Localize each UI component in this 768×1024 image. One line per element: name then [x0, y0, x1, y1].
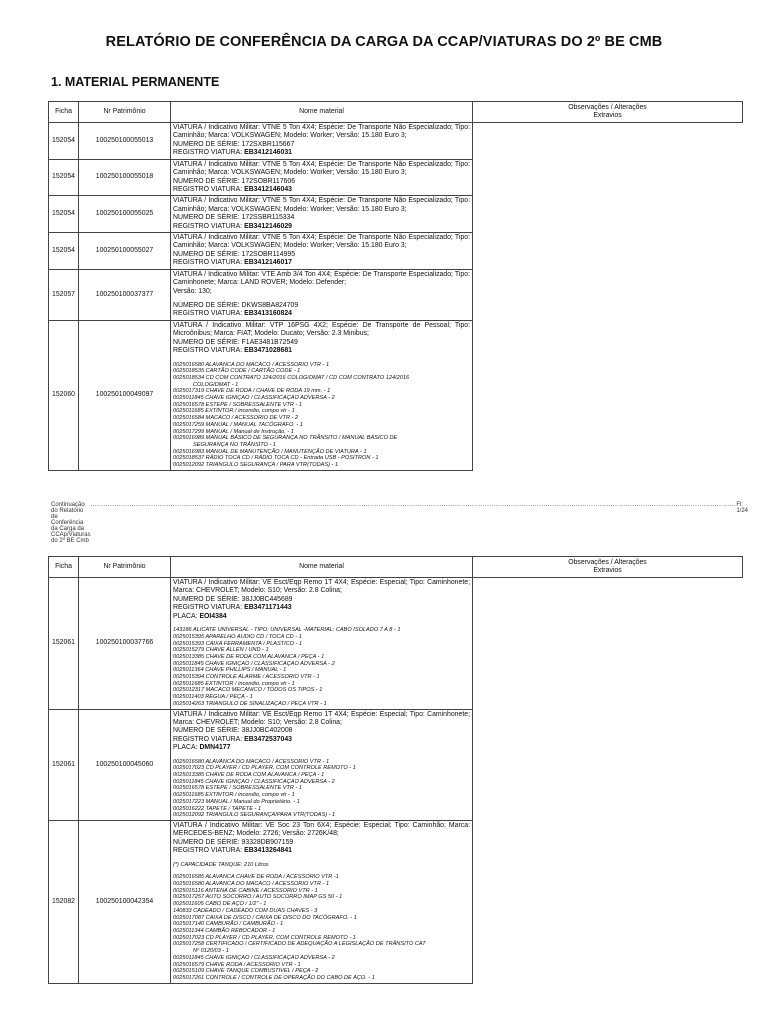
cell-ficha: 152057	[49, 269, 79, 320]
cell-ficha: 152054	[49, 196, 79, 233]
header-nome-material: Nome material	[171, 102, 473, 123]
header-obs-line2: Extravios	[593, 112, 622, 119]
item-line: 0025017299 MANUAL / Manual de Instrução. - 1	[173, 428, 294, 435]
header-patrimonio: Nr Patrimônio	[79, 102, 171, 123]
desc-line: VIATURA / Indicativo Militar: VE Esct/Eqp Remo 1T 4X4; Espécie: Especial; Tipo: Caminhonete; Marca: CHEVROLET; Modelo: S10; Versão: 2.8 Colina;	[173, 579, 470, 595]
item-line: 0025012317 MACACO MECANICO / TODOS OS TIPOS - 1	[173, 687, 323, 694]
header-observacoes	[473, 557, 743, 578]
footer-text: Continuação do Relatório de Conferência da Carga da CCAp/Viaturas do 2º BE Cmb	[51, 502, 91, 544]
item-line: 0025011685 EXTINTOR / incendio, compo vtr - 1	[173, 680, 295, 687]
item-line: 0025014263 TRIANGULO DE SINALIZAÇAO / PEÇA VTR - 1	[173, 700, 327, 707]
cell-nome-material	[171, 709, 473, 820]
registro-viatura	[173, 347, 470, 355]
item-line: 0025012092 TRIANGULO SEGURANÇA / PARA VTR(TODAS) - 1	[173, 462, 339, 469]
item-line: 0025011845 CHAVE IGNIÇAO / CLASSIFICAÇAO ADVERSA - 2	[173, 778, 335, 785]
cell-nome-material	[171, 578, 473, 710]
item-line: 0025016983 MANUAL DE MANUTENÇÃO / MANUTENÇÃO DE VIATURA - 1	[173, 448, 367, 455]
cell-patrimonio: 100250100037766	[79, 578, 171, 710]
header-ficha: Ficha	[49, 102, 79, 123]
item-line: 0025011845 CHAVE IGNIÇAO / CLASSIFICAÇAO ADVERSA - 2	[173, 395, 335, 402]
cell-ficha: 152054	[49, 123, 79, 160]
item-line: 0025017087 CAIXA DE DISCO / CAIXA DE DISCO DO TACÓGRAFO. - 1	[173, 914, 357, 921]
item-line: 0025016579 CHAVE RODA / ACESSORIO VTR - 1	[173, 961, 301, 968]
item-line: 140833 CADEADO / CADEADO COM DUAS CHAVES - 3	[173, 907, 318, 914]
item-line: 0025011685 EXTINTOR / incendio, compo vtr - 1	[173, 408, 295, 415]
item-line: SEGURANÇA NO TRÂNSITO - 1	[193, 441, 276, 448]
cell-ficha: 152054	[49, 233, 79, 270]
material-table-page-1	[48, 101, 743, 471]
registro-viatura-value: EB3412146031	[244, 149, 292, 157]
desc-line: Versão: 130;	[173, 287, 212, 295]
item-line: 0025016585 ALAVANCA CHAVE DE RODA / ACESSORIO VTR -1	[173, 874, 339, 881]
cell-ficha: 152054	[49, 159, 79, 196]
item-line: 0025018537 RÁDIO TOCA CD / RÁDIO TOCA CD - Entrada USB - POSITRON - 1	[173, 455, 379, 462]
desc-line: NUMERO DE SÉRIE: 172SXBR115667	[173, 140, 295, 148]
header-obs-line2: Extravios	[593, 567, 622, 574]
cell-patrimonio: 100250100055027	[79, 233, 171, 270]
item-line: 143186 ALICATE UNIVERSAL - TIPO: UNIVERSAL -MATERIAL: CABO ISOLADO 7 A 8 - 1	[173, 627, 401, 634]
item-line: 0025017319 CHAVE DE RODA / CHAVE DE RODA 19 mm. - 1	[173, 388, 331, 395]
registro-viatura-value: EB3471028681	[244, 347, 292, 355]
item-line: 0025017023 CD PLAYER / CD PLAYER, COM CONTROLE REMOTO - 1	[173, 934, 356, 941]
note: (*) CAPACIDADE TANQUE: 210 Litros	[173, 861, 269, 868]
cell-patrimonio: 100250100055013	[79, 123, 171, 160]
item-line: Nº 0120/03 - 1	[193, 948, 229, 955]
desc-line: VIATURA / Indicativo Militar: VTNE 5 Ton 4X4; Espécie: De Transporte Não Especializado; Tipo: Caminhão; Marca: VOLKSWAGEN; Modelo: Worker; Versão: 15.180 Euro 3;	[173, 197, 470, 213]
item-line: 0025011605 CABO DE AÇO / 1/2" - 1	[173, 901, 267, 908]
registro-viatura-value: EB3413160824	[244, 310, 292, 318]
cell-patrimonio: 100250100055018	[79, 159, 171, 196]
table-row	[49, 709, 743, 820]
registro-viatura	[173, 259, 470, 267]
registro-viatura-label: REGISTRO VIATURA:	[173, 222, 245, 230]
item-line: 0025013385 CHAVE DE RODA COM ALAVANCA / PEÇA - 1	[173, 653, 325, 660]
item-line: 0025018535 CARTÃO CODE / CARTÃO CODE - 1	[173, 368, 301, 375]
table-row	[49, 196, 743, 233]
footer-page-number: Fl: 1/24	[736, 502, 749, 514]
registro-viatura-label: REGISTRO VIATURA:	[173, 259, 245, 267]
desc-line: NUMERO DE SÉRIE: 172SSBR115334	[173, 214, 295, 222]
item-line: 0025015279 CHAVE ALLEN / UND - 1	[173, 647, 269, 654]
item-line: 0025011364 CHAVE PHILLIPS / MANUAL - 1	[173, 667, 287, 674]
item-line: 0025017257 AUTO SOCORRO / AUTO SOCORRO IMAP GS 50 - 1	[173, 894, 343, 901]
registro-viatura-label: REGISTRO VIATURA:	[173, 847, 245, 855]
desc-line: NÚMERO DE SÉRIE: DKWS8BA824709	[173, 302, 299, 310]
registro-viatura-label: REGISTRO VIATURA:	[173, 735, 245, 743]
registro-viatura	[173, 223, 470, 231]
registro-viatura-value: EB3472537043	[244, 735, 292, 743]
item-line: 0025012092 TRIANGULO SEGURANÇA/PARA VTR(TODAS) - 1	[173, 812, 336, 819]
header-obs-line1: Observações / Alterações	[568, 558, 647, 566]
cell-nome-material	[171, 820, 473, 983]
item-line: 0025015393 CAIXA FERRAMENTA / PLASTICO - 1	[173, 640, 303, 647]
page-footer	[51, 502, 749, 544]
item-line: 0025016584 MACACO / ACESSORIO DE VTR - 2	[173, 415, 299, 422]
header-observacoes	[473, 102, 743, 123]
desc-line: VIATURA / Indicativo Militar: VTE Amb 3/4 Ton 4X4; Espécie: De Transporte Especializado; Tipo: Caminhonete; Marca: LAND ROVER; Modelo: Defender;	[173, 270, 470, 287]
desc-line: NÚMERO DE SÉRIE: 38JJ0BC445689	[173, 595, 293, 603]
table-row	[49, 269, 743, 320]
item-line: 0025015395 APARELHO AUDIO CD / TOCA CD - 1	[173, 633, 302, 640]
item-line: COLOG/DMAT - 1	[193, 381, 239, 388]
item-line: 0025015116 ANTENA DE CABINE / ACESSORIO VTR - 1	[173, 887, 318, 894]
cell-patrimonio: 100250100055025	[79, 196, 171, 233]
item-line: 0025016580 ALAVANCA DO MACACO / ACESSORIO VTR - 1	[173, 881, 330, 888]
placa	[173, 613, 470, 621]
section-title: 1. MATERIAL PERMANENTE	[51, 75, 220, 89]
registro-viatura-value: EB3412146043	[244, 185, 292, 193]
header-patrimonio: Nr Patrimônio	[79, 557, 171, 578]
item-line: 0025016222 TAPETE / TAPETE - 1	[173, 805, 262, 812]
table-row	[49, 233, 743, 270]
item-line: 0025016580 ALAVANCA DO MACACO / ACESSORIO VTR - 1	[173, 361, 330, 368]
placa-label: PLACA:	[173, 744, 200, 752]
registro-viatura	[173, 736, 470, 744]
cell-patrimonio: 100250100037377	[79, 269, 171, 320]
table-header-row	[49, 557, 743, 578]
registro-viatura	[173, 186, 470, 194]
cell-nome-material	[171, 123, 473, 160]
cell-ficha: 152060	[49, 320, 79, 470]
table-header-row	[49, 102, 743, 123]
table-row	[49, 159, 743, 196]
cell-ficha: 152082	[49, 820, 79, 983]
table-row	[49, 578, 743, 710]
item-line: 0025016578 ESTEPE / SOBRESSALENTE VTR - 1	[173, 401, 303, 408]
item-line: 0025018534 CD COM CONTRATO 124/2016 COLOG/DMAT / CD COM CONTRATO 124/2016	[173, 374, 410, 381]
item-line: 0025016578 ESTEPE / SOBRESSALENTE VTR - 1	[173, 785, 303, 792]
registro-viatura-label: REGISTRO VIATURA:	[173, 347, 245, 355]
desc-line: NÚMERO DE SÉRIE: 38JJ0BC402008	[173, 727, 293, 735]
registro-viatura	[173, 604, 470, 612]
desc-line: NUMERO DE SÉRIE: F1AE3481B72549	[173, 338, 298, 346]
item-line: 0025017258 CERTIFICADO / CERTIFICADO DE ADEQUAÇÃO A LEGISLAÇÃO DE TRÂNSITO CAT	[173, 941, 426, 948]
cell-ficha: 152061	[49, 578, 79, 710]
registro-viatura-label: REGISTRO VIATURA:	[173, 604, 245, 612]
desc-line: VIATURA / Indicativo Militar: VTNE 5 Ton 4X4; Espécie: De Transporte Não Especializado; Tipo: Caminhão; Marca: VOLKSWAGEN; Modelo: Worker; Versão: 15.180 Euro 3;	[173, 160, 470, 177]
table-row	[49, 123, 743, 160]
header-ficha: Ficha	[49, 557, 79, 578]
header-nome-material: Nome material	[171, 557, 473, 578]
table-row	[49, 320, 743, 470]
item-line: 0025017223 MANUAL / Manual do Proprietário. - 1	[173, 798, 300, 805]
desc-line: NÚMERO DE SÉRIE: 93328DB907159	[173, 838, 294, 846]
cell-patrimonio: 100250100049097	[79, 320, 171, 470]
footer-dots: ..........................................................................................................................................................................................................................................................................................................	[90, 502, 737, 508]
cell-nome-material	[171, 159, 473, 196]
table-row	[49, 820, 743, 983]
placa-value: EOI4384	[199, 612, 227, 620]
item-line: 0025016989 MANUAL BÁSICO DE SEGURANÇA NO TRÂNSITO / MANUAL BÁSICO DE	[173, 435, 398, 442]
item-line: 0025017261 CONTROLE / CONTROLE DE OPERAÇÃO DO CABO DE AÇO. - 1	[173, 974, 375, 981]
cell-nome-material	[171, 269, 473, 320]
cell-ficha: 152061	[49, 709, 79, 820]
cell-nome-material	[171, 320, 473, 470]
report-title: RELATÓRIO DE CONFERÊNCIA DA CARGA DA CCAP/VIATURAS DO 2º BE CMB	[105, 34, 663, 50]
registro-viatura-value: EB3413264841	[244, 847, 292, 855]
registro-viatura	[173, 847, 470, 855]
registro-viatura-value: EB3412146029	[244, 222, 292, 230]
registro-viatura-label: REGISTRO VIATURA:	[173, 185, 245, 193]
registro-viatura-value: EB3471171443	[244, 604, 292, 612]
registro-viatura-label: REGISTRO VIATURA:	[173, 149, 245, 157]
item-line: 0025013385 CHAVE DE RODA COM ALAVANCA / PEÇA - 1	[173, 772, 325, 779]
item-line: 0025011845 CHAVE IGNIÇAO / CLASSIFICAÇAO ADVERSA - 2	[173, 954, 335, 961]
registro-viatura-label: REGISTRO VIATURA:	[173, 310, 245, 318]
placa-value: DMN4177	[199, 744, 231, 752]
item-line: 0025011344 CAMBÃO REBOCADOR - 1	[173, 928, 276, 934]
registro-viatura	[173, 310, 470, 318]
registro-viatura-value: EB3412146017	[244, 259, 292, 267]
item-line: 0025011845 CHAVE IGNIÇAO / CLASSIFICAÇAO ADVERSA - 2	[173, 660, 335, 667]
desc-line: VIATURA / Indicativo Militar: VTP 16PSG 4X2; Espécie: De Transporte de Pessoal; Tipo: Microônibus; Marca: FIAT; Modelo: Ducato; Versão: 2.3 Minibus;	[173, 321, 470, 338]
cell-patrimonio: 100250100045060	[79, 709, 171, 820]
item-line: 0025017259 MANUAL / MANUAL TACÓGRAFO. - 1	[173, 421, 303, 428]
cell-nome-material	[171, 233, 473, 270]
header-obs-line1: Observações / Alterações	[568, 103, 647, 111]
item-line: 0025015394 CONTROLE ALARME / ACESSORIO VTR - 1	[173, 674, 320, 681]
item-line: 0025016580 ALAVANCA DO MACACO / ACESSORIO VTR - 1	[173, 758, 330, 765]
item-line: 0025011685 EXTINTOR / incendio, compo vtr - 1	[173, 792, 295, 799]
item-line: 0025011403 REGUA / PEÇA - 1	[173, 694, 253, 701]
desc-line: VIATURA / Indicativo Militar: VE Esct/Eqp Remo 1T 4X4; Espécie: Especial; Tipo: Caminhonete; Marca: CHEVROLET; Modelo: S10; Versão: 2.8 Colina;	[173, 710, 470, 726]
desc-line: NUMERO DE SÉRIE: 172SOBR117606	[173, 177, 296, 185]
placa-label: PLACA:	[173, 612, 200, 620]
desc-line: VIATURA / Indicativo Militar: VE Soc 23 Ton 6X4; Espécie: Especial; Tipo: Caminhão; Marca: MERCEDES-BENZ; Modelo: 2726; Versão: 2726K/48;	[173, 821, 470, 838]
desc-line: VIATURA / Indicativo Militar: VTNE 5 Ton 4X4; Espécie: De Transporte Não Especializado; Tipo: Caminhão; Marca: VOLKSWAGEN; Modelo: Worker; Versão: 15.180 Euro 3;	[173, 124, 470, 140]
cell-nome-material	[171, 196, 473, 233]
cell-patrimonio: 100250100042354	[79, 820, 171, 983]
registro-viatura	[173, 149, 470, 157]
item-line: 0025017023 CD PLAYER / CD PLAYER, COM CONTROLE REMOTO - 1	[173, 765, 356, 772]
desc-line: VIATURA / Indicativo Militar: VTNE 5 Ton 4X4; Espécie: De Transporte Não Especializado; Tipo: Caminhão; Marca: VOLKSWAGEN; Modelo: Worker; Versão: 15.180 Euro 3;	[173, 234, 470, 250]
material-table-page-2	[48, 556, 743, 984]
desc-line: NUMERO DE SÉRIE: 172SOBR114995	[173, 250, 296, 258]
item-line: 0025015109 CHAVE TANQUE COMBUSTIVEL / PEÇA - 2	[173, 968, 319, 975]
placa	[173, 744, 470, 752]
item-line: 0025017140 CAMBURÃO / CAMBURÃO - 1	[173, 921, 284, 928]
